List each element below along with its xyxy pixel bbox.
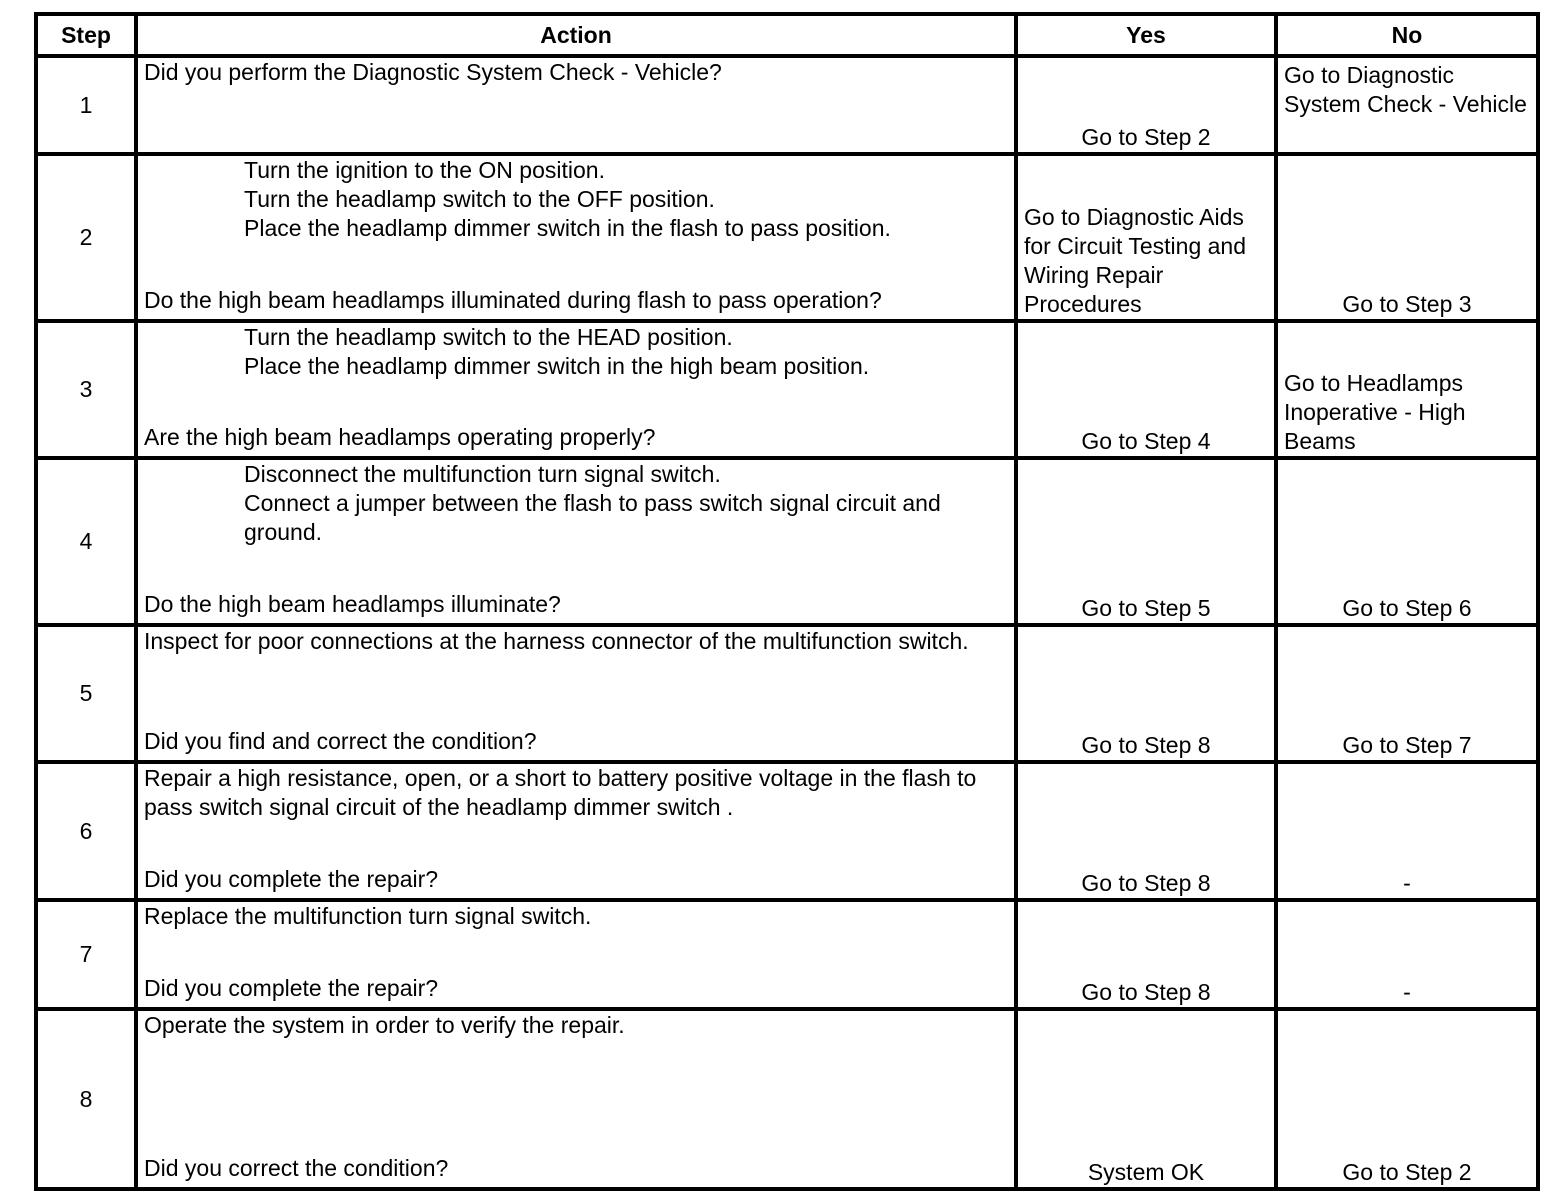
action-cell [136, 154, 1016, 321]
no-cell: Go to Step 2 [1276, 1009, 1538, 1189]
no-cell: Go to Headlamps Inoperative - High Beams [1276, 321, 1538, 458]
action-instruction: Turn the ignition to the ON position. [244, 157, 605, 183]
yes-cell: Go to Step 5 [1016, 458, 1276, 625]
action-instruction: Turn the headlamp switch to the OFF position. [244, 186, 715, 212]
header-row [36, 14, 1538, 56]
step-number: 6 [36, 762, 136, 900]
action-instruction: Repair a high resistance, open, or a short to battery positive voltage in the flash to pass switch signal circuit of the headlamp dimmer switch . [144, 765, 977, 820]
table-row [36, 458, 1538, 625]
table-row [36, 56, 1538, 154]
yes-cell: Go to Step 4 [1016, 321, 1276, 458]
yes-cell: Go to Step 8 [1016, 625, 1276, 762]
no-cell: - [1276, 900, 1538, 1009]
action-cell [136, 1009, 1016, 1189]
yes-cell: Go to Diagnostic Aids for Circuit Testing and Wiring Repair Procedures [1016, 154, 1276, 321]
action-cell [136, 56, 1016, 154]
diagnostic-table [34, 12, 1540, 1191]
action-question: Did you correct the condition? [144, 1155, 449, 1181]
action-question: Are the high beam headlamps operating properly? [144, 424, 656, 450]
table-row [36, 321, 1538, 458]
yes-cell: Go to Step 8 [1016, 900, 1276, 1009]
yes-cell: Go to Step 8 [1016, 762, 1276, 900]
step-number: 4 [36, 458, 136, 625]
action-question: Did you complete the repair? [144, 866, 439, 892]
no-cell: Go to Step 3 [1276, 154, 1538, 321]
action-question: Do the high beam headlamps illuminated during flash to pass operation? [144, 287, 882, 313]
yes-cell: Go to Step 2 [1016, 56, 1276, 154]
step-number: 5 [36, 625, 136, 762]
action-instruction: Place the headlamp dimmer switch in the high beam position. [244, 353, 870, 379]
header-no: No [1276, 14, 1538, 56]
step-number: 3 [36, 321, 136, 458]
no-cell: Go to Step 7 [1276, 625, 1538, 762]
no-cell: Go to Step 6 [1276, 458, 1538, 625]
action-question: Did you find and correct the condition? [144, 728, 537, 754]
table-row [36, 154, 1538, 321]
step-number: 7 [36, 900, 136, 1009]
yes-cell: System OK [1016, 1009, 1276, 1189]
table-row [36, 900, 1538, 1009]
table-row [36, 762, 1538, 900]
action-question: Do the high beam headlamps illuminate? [144, 591, 561, 617]
header-yes: Yes [1016, 14, 1276, 56]
action-cell [136, 900, 1016, 1009]
table-row [36, 1009, 1538, 1189]
header-action: Action [136, 14, 1016, 56]
action-question: Did you complete the repair? [144, 975, 439, 1001]
action-instruction: Turn the headlamp switch to the HEAD position. [244, 324, 733, 350]
step-number: 8 [36, 1009, 136, 1189]
action-cell [136, 458, 1016, 625]
action-cell [136, 762, 1016, 900]
step-number: 1 [36, 56, 136, 154]
action-instruction: Connect a jumper between the flash to pass switch signal circuit and ground. [244, 490, 941, 545]
action-instruction: Disconnect the multifunction turn signal switch. [244, 461, 721, 487]
action-instruction: Replace the multifunction turn signal switch. [144, 903, 592, 929]
action-instruction: Inspect for poor connections at the harness connector of the multifunction switch. [144, 628, 969, 654]
header-step: Step [36, 14, 136, 56]
no-cell: - [1276, 762, 1538, 900]
action-cell [136, 625, 1016, 762]
action-cell [136, 321, 1016, 458]
table-row [36, 625, 1538, 762]
action-question: Did you perform the Diagnostic System Check - Vehicle? [144, 59, 722, 85]
no-cell: Go to Diagnostic System Check - Vehicle [1276, 56, 1538, 154]
action-instruction: Place the headlamp dimmer switch in the flash to pass position. [244, 215, 891, 241]
step-number: 2 [36, 154, 136, 321]
action-instruction: Operate the system in order to verify the repair. [144, 1012, 625, 1038]
